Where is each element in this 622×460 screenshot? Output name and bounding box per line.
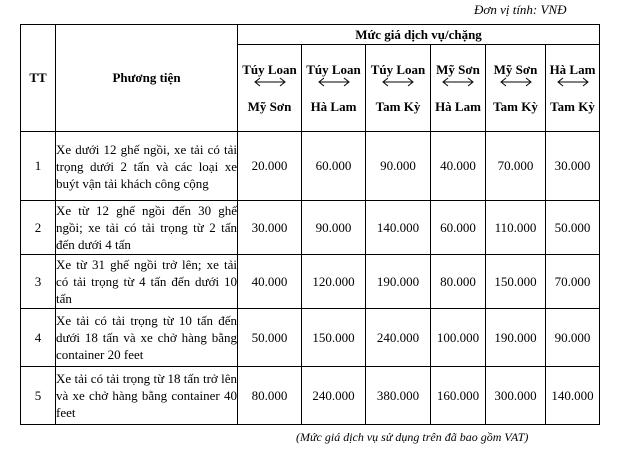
footnote: (Mức giá dịch vụ sử dụng trên đã bao gồm VAT) bbox=[296, 430, 529, 444]
route-from: Túy Loan bbox=[306, 62, 361, 77]
double-arrow-icon bbox=[546, 77, 599, 89]
price-cell: 140.000 bbox=[366, 201, 431, 255]
price-cell: 150.000 bbox=[486, 255, 546, 309]
price-cell: 190.000 bbox=[366, 255, 431, 309]
table-row bbox=[21, 309, 600, 367]
price-cell: 30.000 bbox=[238, 201, 302, 255]
table-row bbox=[21, 255, 600, 309]
row-number: 5 bbox=[21, 367, 56, 425]
price-cell: 90.000 bbox=[366, 132, 431, 201]
route-to: Tam Kỳ bbox=[375, 99, 421, 114]
vehicle-description: Xe từ 31 ghế ngồi trở lên; xe tải có tải trọng từ 4 tấn đến dưới 10 tấn bbox=[56, 255, 238, 309]
price-cell: 90.000 bbox=[302, 201, 366, 255]
vehicle-description: Xe tải có tải trọng từ 10 tấn đến dưới 18 tấn và xe chở hàng bằng container 20 feet bbox=[56, 309, 238, 367]
price-cell: 50.000 bbox=[546, 201, 600, 255]
route-to: Hà Lam bbox=[435, 99, 481, 114]
double-arrow-icon bbox=[366, 77, 430, 89]
route-to: Tam Kỳ bbox=[493, 99, 538, 114]
price-cell: 40.000 bbox=[238, 255, 302, 309]
price-cell: 30.000 bbox=[546, 132, 600, 201]
price-cell: 120.000 bbox=[302, 255, 366, 309]
price-cell: 70.000 bbox=[486, 132, 546, 201]
route-to: Tam Kỳ bbox=[550, 99, 595, 114]
route-header-3 bbox=[366, 45, 431, 132]
header-price-group: Mức giá dịch vụ/chặng bbox=[238, 25, 600, 45]
price-cell: 20.000 bbox=[238, 132, 302, 201]
row-number: 1 bbox=[21, 132, 56, 201]
price-cell: 40.000 bbox=[431, 132, 486, 201]
price-cell: 300.000 bbox=[486, 367, 546, 425]
route-header-1 bbox=[238, 45, 302, 132]
table-row bbox=[21, 201, 600, 255]
route-from: Hà Lam bbox=[549, 62, 596, 77]
price-cell: 60.000 bbox=[302, 132, 366, 201]
double-arrow-icon bbox=[431, 77, 485, 89]
vehicle-description: Xe từ 12 ghế ngồi đến 30 ghế ngồi; xe tải có tải trọng từ 2 tấn đến dưới 4 tấn bbox=[56, 201, 238, 255]
price-cell: 60.000 bbox=[431, 201, 486, 255]
route-from: Túy Loan bbox=[370, 62, 426, 77]
price-cell: 190.000 bbox=[486, 309, 546, 367]
price-cell: 150.000 bbox=[302, 309, 366, 367]
route-header-4 bbox=[431, 45, 486, 132]
price-cell: 100.000 bbox=[431, 309, 486, 367]
route-from: Túy Loan bbox=[242, 62, 297, 77]
fee-table-body bbox=[21, 25, 600, 425]
route-header-5 bbox=[486, 45, 546, 132]
route-to: Hà Lam bbox=[310, 99, 357, 114]
row-number: 2 bbox=[21, 201, 56, 255]
vehicle-description: Xe dưới 12 ghế ngồi, xe tải có tải trọng dưới 2 tấn và các loại xe buýt vận tải khách công cộng bbox=[56, 132, 238, 201]
price-cell: 140.000 bbox=[546, 367, 600, 425]
row-number: 4 bbox=[21, 309, 56, 367]
table-row bbox=[21, 367, 600, 425]
price-cell: 240.000 bbox=[302, 367, 366, 425]
price-cell: 160.000 bbox=[431, 367, 486, 425]
header-tt: TT bbox=[21, 25, 56, 132]
price-cell: 380.000 bbox=[366, 367, 431, 425]
table-row bbox=[21, 132, 600, 201]
unit-label: Đơn vị tính: VNĐ bbox=[474, 2, 567, 17]
route-header-6 bbox=[546, 45, 600, 132]
fee-table bbox=[20, 24, 600, 425]
price-cell: 50.000 bbox=[238, 309, 302, 367]
price-cell: 80.000 bbox=[431, 255, 486, 309]
double-arrow-icon bbox=[238, 77, 301, 89]
route-from: Mỹ Sơn bbox=[493, 62, 538, 77]
vehicle-description: Xe tải có tải trọng từ 18 tấn trở lên và xe chở hàng bằng container 40 feet bbox=[56, 367, 238, 425]
price-cell: 110.000 bbox=[486, 201, 546, 255]
price-cell: 80.000 bbox=[238, 367, 302, 425]
route-from: Mỹ Sơn bbox=[436, 62, 480, 77]
double-arrow-icon bbox=[302, 77, 365, 89]
row-number: 3 bbox=[21, 255, 56, 309]
route-header-2 bbox=[302, 45, 366, 132]
price-cell: 90.000 bbox=[546, 309, 600, 367]
price-cell: 70.000 bbox=[546, 255, 600, 309]
double-arrow-icon bbox=[486, 77, 545, 89]
price-cell: 240.000 bbox=[366, 309, 431, 367]
route-to: Mỹ Sơn bbox=[247, 99, 292, 114]
header-vehicle: Phương tiện bbox=[56, 25, 238, 132]
